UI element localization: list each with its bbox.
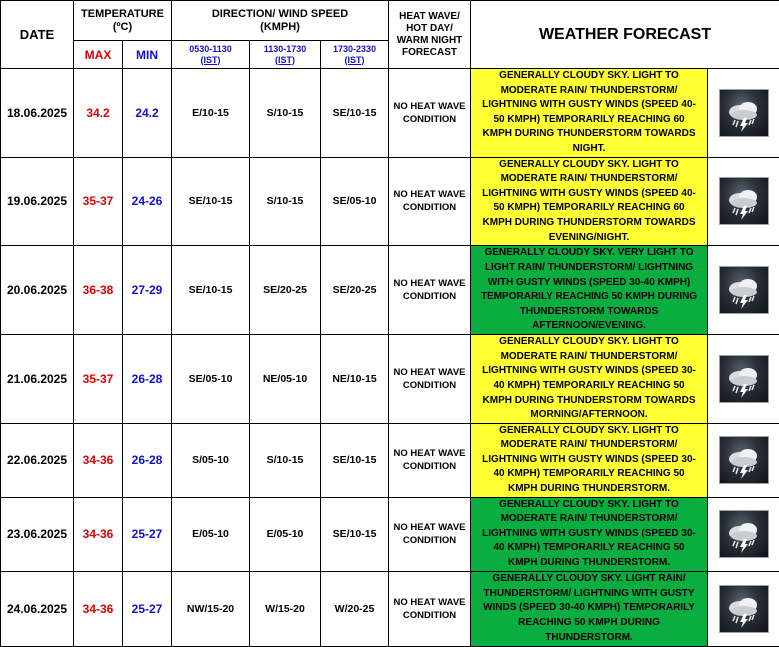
heat-wave-line: NO HEAT WAVE bbox=[389, 521, 470, 534]
wind-cell: E/10-15 bbox=[172, 69, 250, 158]
heat-wave-line: NO HEAT WAVE bbox=[389, 447, 470, 460]
temperature-header-label: TEMPERATURE bbox=[74, 8, 171, 21]
forecast-text-cell bbox=[471, 423, 708, 497]
weather-icon-cell bbox=[708, 69, 779, 158]
heat-wave-line: NO HEAT WAVE bbox=[389, 596, 470, 609]
weather-icon-cell bbox=[708, 497, 779, 571]
forecast-row bbox=[1, 497, 779, 571]
forecast-row bbox=[1, 157, 779, 246]
wind-cell: SE/05-10 bbox=[321, 157, 389, 246]
thunderstorm-rain-icon bbox=[719, 436, 769, 484]
forecast-line: GENERALLY CLOUDY SKY. VERY LIGHT TO bbox=[476, 246, 702, 261]
forecast-text-cell bbox=[471, 246, 708, 335]
forecast-line: REACHING 50 KMPH DURING bbox=[476, 616, 702, 631]
slot-header-1 bbox=[172, 41, 250, 69]
forecast-line: 40 KMPH) TEMPORARILY REACHING 50 bbox=[476, 379, 702, 394]
thunderstorm-rain-icon bbox=[719, 266, 769, 314]
weather-icon-cell bbox=[708, 246, 779, 335]
max-header: MAX bbox=[74, 41, 123, 69]
forecast-line: 40 KMPH) TEMPORARILY REACHING 50 bbox=[476, 541, 702, 556]
forecast-row bbox=[1, 571, 779, 646]
thunderstorm-rain-icon bbox=[719, 177, 769, 225]
heat-wave-cell bbox=[389, 69, 471, 158]
heat-wave-header bbox=[389, 1, 471, 69]
wind-header-unit: (KMPH) bbox=[172, 21, 388, 34]
max-temp-cell: 34-36 bbox=[74, 423, 123, 497]
heat-wave-cell bbox=[389, 497, 471, 571]
forecast-row bbox=[1, 423, 779, 497]
date-cell: 21.06.2025 bbox=[1, 335, 74, 424]
forecast-line: THUNDERSTORM/ LIGHTNING WITH GUSTY bbox=[476, 587, 702, 602]
forecast-line: GENERALLY CLOUDY SKY. LIGHT RAIN/ bbox=[476, 572, 702, 587]
forecast-line: GENERALLY CLOUDY SKY. LIGHT TO bbox=[476, 335, 702, 350]
heat-wave-line: NO HEAT WAVE bbox=[389, 277, 470, 290]
heat-wave-line: CONDITION bbox=[389, 609, 470, 622]
heat-wave-header-line: HOT DAY/ bbox=[389, 23, 470, 35]
wind-cell: E/05-10 bbox=[172, 497, 250, 571]
heat-wave-line: NO HEAT WAVE bbox=[389, 366, 470, 379]
wind-header bbox=[172, 1, 389, 41]
heat-wave-header-line: FORECAST bbox=[389, 47, 470, 59]
forecast-line: NIGHT. bbox=[476, 142, 702, 157]
weather-forecast-header: WEATHER FORECAST bbox=[471, 1, 779, 69]
wind-header-label: DIRECTION/ WIND SPEED bbox=[172, 8, 388, 21]
slot-header-3 bbox=[321, 41, 389, 69]
wind-cell: SE/10-15 bbox=[321, 497, 389, 571]
forecast-line: MODERATE RAIN/ THUNDERSTORM/ bbox=[476, 512, 702, 527]
min-temp-cell: 26-28 bbox=[123, 335, 172, 424]
forecast-line: KMPH DURING THUNDERSTORM TOWARDS bbox=[476, 216, 702, 231]
heat-wave-cell bbox=[389, 571, 471, 646]
max-temp-cell: 34-36 bbox=[74, 571, 123, 646]
thunderstorm-rain-icon bbox=[719, 585, 769, 633]
max-temp-cell: 35-37 bbox=[74, 157, 123, 246]
heat-wave-line: NO HEAT WAVE bbox=[389, 188, 470, 201]
heat-wave-cell bbox=[389, 157, 471, 246]
wind-cell: SE/10-15 bbox=[321, 423, 389, 497]
weather-icon-cell bbox=[708, 335, 779, 424]
min-temp-cell: 24.2 bbox=[123, 69, 172, 158]
forecast-row bbox=[1, 335, 779, 424]
slot-time: 1730-2330 bbox=[321, 44, 388, 55]
min-temp-cell: 25-27 bbox=[123, 497, 172, 571]
forecast-text-cell bbox=[471, 69, 708, 158]
forecast-line: 50 KMPH) TEMPORARILY REACHING 60 bbox=[476, 201, 702, 216]
forecast-line: KMPH DURING THUNDERSTORM TOWARDS bbox=[476, 394, 702, 409]
wind-cell: S/10-15 bbox=[250, 69, 321, 158]
slot-zone: (IST) bbox=[250, 55, 320, 66]
forecast-line: KMPH DURING THUNDERSTORM TOWARDS bbox=[476, 127, 702, 142]
forecast-row bbox=[1, 246, 779, 335]
max-temp-cell: 35-37 bbox=[74, 335, 123, 424]
min-temp-cell: 26-28 bbox=[123, 423, 172, 497]
heat-wave-line: CONDITION bbox=[389, 290, 470, 303]
min-temp-cell: 24-26 bbox=[123, 157, 172, 246]
min-header: MIN bbox=[123, 41, 172, 69]
weather-icon-cell bbox=[708, 423, 779, 497]
wind-cell: SE/05-10 bbox=[172, 335, 250, 424]
wind-cell: SE/10-15 bbox=[321, 69, 389, 158]
forecast-line: WITH GUSTY WINDS (SPEED 30-40 KMPH) bbox=[476, 276, 702, 291]
forecast-line: GENERALLY CLOUDY SKY. LIGHT TO bbox=[476, 158, 702, 173]
wind-cell: W/15-20 bbox=[250, 571, 321, 646]
forecast-line: GENERALLY CLOUDY SKY. LIGHT TO bbox=[476, 498, 702, 513]
wind-cell: SE/10-15 bbox=[172, 246, 250, 335]
forecast-line: KMPH DURING THUNDERSTORM. bbox=[476, 482, 702, 497]
forecast-line: GENERALLY CLOUDY SKY. LIGHT TO bbox=[476, 69, 702, 84]
thunderstorm-rain-icon bbox=[719, 510, 769, 558]
max-temp-cell: 34-36 bbox=[74, 497, 123, 571]
weather-icon-cell bbox=[708, 157, 779, 246]
forecast-line: MODERATE RAIN/ THUNDERSTORM/ bbox=[476, 172, 702, 187]
date-cell: 22.06.2025 bbox=[1, 423, 74, 497]
heat-wave-line: CONDITION bbox=[389, 113, 470, 126]
min-temp-cell: 27-29 bbox=[123, 246, 172, 335]
date-cell: 23.06.2025 bbox=[1, 497, 74, 571]
forecast-line: MODERATE RAIN/ THUNDERSTORM/ bbox=[476, 350, 702, 365]
date-header: DATE bbox=[1, 1, 74, 69]
forecast-line: WINDS (SPEED 30-40 KMPH) TEMPORARILY bbox=[476, 601, 702, 616]
forecast-line: LIGHTNING WITH GUSTY WINDS (SPEED 30- bbox=[476, 364, 702, 379]
thunderstorm-rain-icon bbox=[719, 89, 769, 137]
heat-wave-cell bbox=[389, 423, 471, 497]
heat-wave-header-line: WARM NIGHT bbox=[389, 35, 470, 47]
forecast-text-cell bbox=[471, 157, 708, 246]
date-cell: 18.06.2025 bbox=[1, 69, 74, 158]
wind-cell: NE/05-10 bbox=[250, 335, 321, 424]
heat-wave-cell bbox=[389, 335, 471, 424]
heat-wave-cell bbox=[389, 246, 471, 335]
heat-wave-line: CONDITION bbox=[389, 534, 470, 547]
forecast-line: AFTERNOON/EVENING. bbox=[476, 319, 702, 334]
heat-wave-header-line: HEAT WAVE/ bbox=[389, 11, 470, 23]
forecast-line: MODERATE RAIN/ THUNDERSTORM/ bbox=[476, 84, 702, 99]
wind-cell: NW/15-20 bbox=[172, 571, 250, 646]
forecast-line: THUNDERSTORM. bbox=[476, 631, 702, 646]
min-temp-cell: 25-27 bbox=[123, 571, 172, 646]
max-temp-cell: 34.2 bbox=[74, 69, 123, 158]
slot-time: 1130-1730 bbox=[250, 44, 320, 55]
heat-wave-line: NO HEAT WAVE bbox=[389, 100, 470, 113]
forecast-line: LIGHTNING WITH GUSTY WINDS (SPEED 30- bbox=[476, 527, 702, 542]
date-cell: 19.06.2025 bbox=[1, 157, 74, 246]
forecast-line: 40 KMPH) TEMPORARILY REACHING 50 bbox=[476, 467, 702, 482]
forecast-line: TEMPORARILY REACHING 50 KMPH DURING bbox=[476, 290, 702, 305]
forecast-line: KMPH DURING THUNDERSTORM. bbox=[476, 556, 702, 571]
forecast-line: EVENING/NIGHT. bbox=[476, 231, 702, 246]
max-temp-cell: 36-38 bbox=[74, 246, 123, 335]
wind-cell: E/05-10 bbox=[250, 497, 321, 571]
date-cell: 20.06.2025 bbox=[1, 246, 74, 335]
date-cell: 24.06.2025 bbox=[1, 571, 74, 646]
wind-cell: S/10-15 bbox=[250, 157, 321, 246]
wind-cell: NE/10-15 bbox=[321, 335, 389, 424]
heat-wave-line: CONDITION bbox=[389, 379, 470, 392]
forecast-line: THUNDERSTORM TOWARDS bbox=[476, 305, 702, 320]
slot-zone: (IST) bbox=[172, 55, 249, 66]
forecast-text-cell bbox=[471, 571, 708, 646]
forecast-line: LIGHT RAIN/ THUNDERSTORM/ LIGHTNING bbox=[476, 261, 702, 276]
forecast-line: LIGHTNING WITH GUSTY WINDS (SPEED 30- bbox=[476, 453, 702, 468]
temperature-unit: (ºC) bbox=[74, 21, 171, 34]
slot-zone: (IST) bbox=[321, 55, 388, 66]
forecast-line: MORNING/AFTERNOON. bbox=[476, 408, 702, 423]
wind-cell: S/10-15 bbox=[250, 423, 321, 497]
forecast-line: LIGHTNING WITH GUSTY WINDS (SPEED 40- bbox=[476, 98, 702, 113]
wind-cell: SE/10-15 bbox=[172, 157, 250, 246]
heat-wave-line: CONDITION bbox=[389, 201, 470, 214]
temperature-header bbox=[74, 1, 172, 41]
slot-time: 0530-1130 bbox=[172, 44, 249, 55]
forecast-line: 50 KMPH) TEMPORARILY REACHING 60 bbox=[476, 113, 702, 128]
forecast-line: MODERATE RAIN/ THUNDERSTORM/ bbox=[476, 438, 702, 453]
thunderstorm-rain-icon bbox=[719, 355, 769, 403]
heat-wave-line: CONDITION bbox=[389, 460, 470, 473]
wind-cell: S/05-10 bbox=[172, 423, 250, 497]
forecast-row bbox=[1, 69, 779, 158]
weather-icon-cell bbox=[708, 571, 779, 646]
wind-cell: SE/20-25 bbox=[321, 246, 389, 335]
header-row bbox=[1, 1, 779, 41]
forecast-line: LIGHTNING WITH GUSTY WINDS (SPEED 40- bbox=[476, 187, 702, 202]
wind-cell: W/20-25 bbox=[321, 571, 389, 646]
forecast-text-cell bbox=[471, 497, 708, 571]
wind-cell: SE/20-25 bbox=[250, 246, 321, 335]
slot-header-2 bbox=[250, 41, 321, 69]
forecast-text-cell bbox=[471, 335, 708, 424]
forecast-line: GENERALLY CLOUDY SKY. LIGHT TO bbox=[476, 424, 702, 439]
